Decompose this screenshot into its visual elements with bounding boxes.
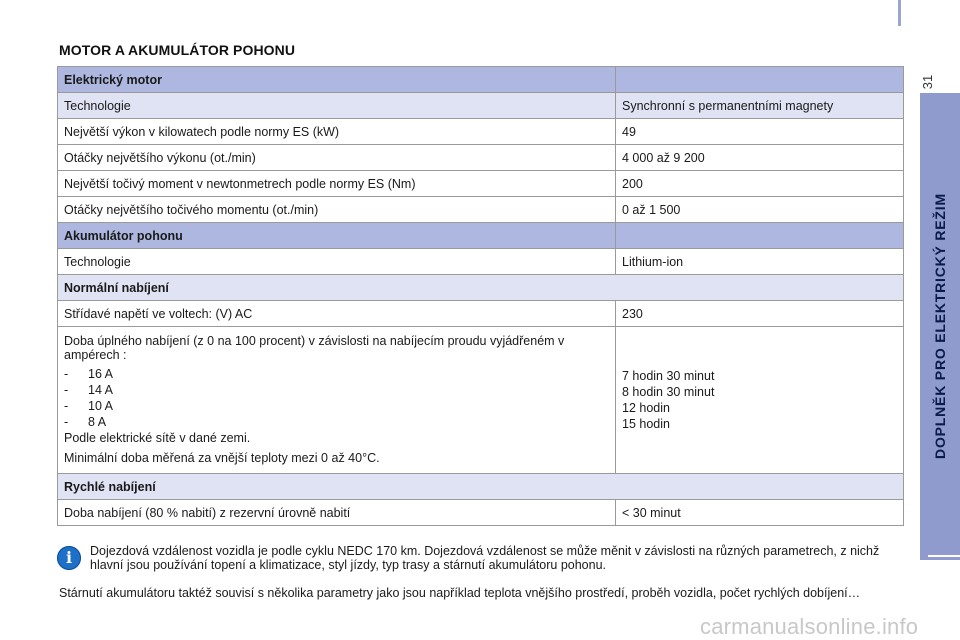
charging-time: 7 hodin 30 minut — [622, 369, 715, 383]
page-number: 31 — [920, 74, 935, 90]
side-tab-divider — [928, 555, 960, 557]
row-value: 49 — [616, 119, 904, 145]
battery-aging-note: Stárnutí akumulátoru taktéž souvisí s několika parametry jako jsou například teplota vnějšího prostředí, proběh vozidla, počet rychlých dobíjení… — [59, 586, 861, 600]
row-label: Otáčky největšího točivého momentu (ot./min) — [58, 197, 616, 223]
table-row — [58, 500, 904, 526]
list-item: - 10 A — [64, 399, 114, 413]
battery-header: Akumulátor pohonu — [58, 223, 616, 249]
list-item: - 8 A — [64, 415, 107, 429]
row-value: 4 000 až 9 200 — [616, 145, 904, 171]
list-item: - 14 A — [64, 383, 114, 397]
table-row — [58, 171, 904, 197]
fast-charging-header: Rychlé nabíjení — [58, 474, 904, 500]
duration-intro: Doba úplného nabíjení (z 0 na 100 procent) v závislosti na nabíjecím proudu vyjádřeném v ampérech : — [64, 334, 565, 362]
row-label: Střídavé napětí ve voltech: (V) AC — [58, 301, 616, 327]
charging-times-cell — [616, 327, 904, 474]
table-row — [58, 249, 904, 275]
list-item: - 16 A — [64, 367, 114, 381]
side-tab-label: DOPLNĚK PRO ELEKTRICKÝ REŽIM — [932, 193, 948, 459]
table-row — [58, 119, 904, 145]
watermark: carmanualsonline.info — [700, 614, 919, 639]
section-title: MOTOR A AKUMULÁTOR POHONU — [59, 42, 296, 58]
row-value: Synchronní s permanentními magnety — [616, 93, 904, 119]
row-label: Největší výkon v kilowatech podle normy ES (kW) — [58, 119, 616, 145]
charging-time: 8 hodin 30 minut — [622, 385, 715, 399]
row-label: Největší točivý moment v newtonmetrech podle normy ES (Nm) — [58, 171, 616, 197]
normal-charging-header: Normální nabíjení — [58, 275, 904, 301]
row-label: Otáčky největšího výkonu (ot./min) — [58, 145, 616, 171]
table-section-header — [58, 275, 904, 301]
row-value: Lithium-ion — [616, 249, 904, 275]
row-label: Technologie — [58, 93, 616, 119]
row-value: 230 — [616, 301, 904, 327]
row-value: 200 — [616, 171, 904, 197]
table-row — [58, 327, 904, 474]
top-accent-line — [898, 0, 901, 26]
charging-time: 12 hodin — [622, 401, 670, 415]
duration-note: Podle elektrické sítě v dané zemi. — [64, 431, 251, 445]
table-section-header — [58, 474, 904, 500]
range-note: Dojezdová vzdálenost vozidla je podle cyklu NEDC 170 km. Dojezdová vzdálenost se může měnit v závislosti na různých parametrech, z nichž hlavní jsou používání topení a klimatizace, styl jízdy, typ trasy a stárnutí akumulátoru pohonu. — [90, 544, 880, 572]
table-section-header — [58, 223, 904, 249]
charging-duration-cell — [58, 327, 616, 474]
info-icon: i — [57, 546, 81, 570]
table-row — [58, 93, 904, 119]
electric-motor-header: Elektrický motor — [58, 67, 616, 93]
charging-time: 15 hodin — [622, 417, 670, 431]
row-value: 0 až 1 500 — [616, 197, 904, 223]
duration-note: Minimální doba měřená za vnější teploty mezi 0 až 40°C. — [64, 451, 380, 465]
row-label: Technologie — [58, 249, 616, 275]
row-value: < 30 minut — [616, 500, 904, 526]
row-label: Doba nabíjení (80 % nabití) z rezervní úrovně nabití — [58, 500, 616, 526]
specification-table — [57, 66, 904, 526]
table-row — [58, 145, 904, 171]
table-row — [58, 301, 904, 327]
table-row — [58, 197, 904, 223]
table-section-header — [58, 67, 904, 93]
side-tab — [920, 93, 960, 560]
